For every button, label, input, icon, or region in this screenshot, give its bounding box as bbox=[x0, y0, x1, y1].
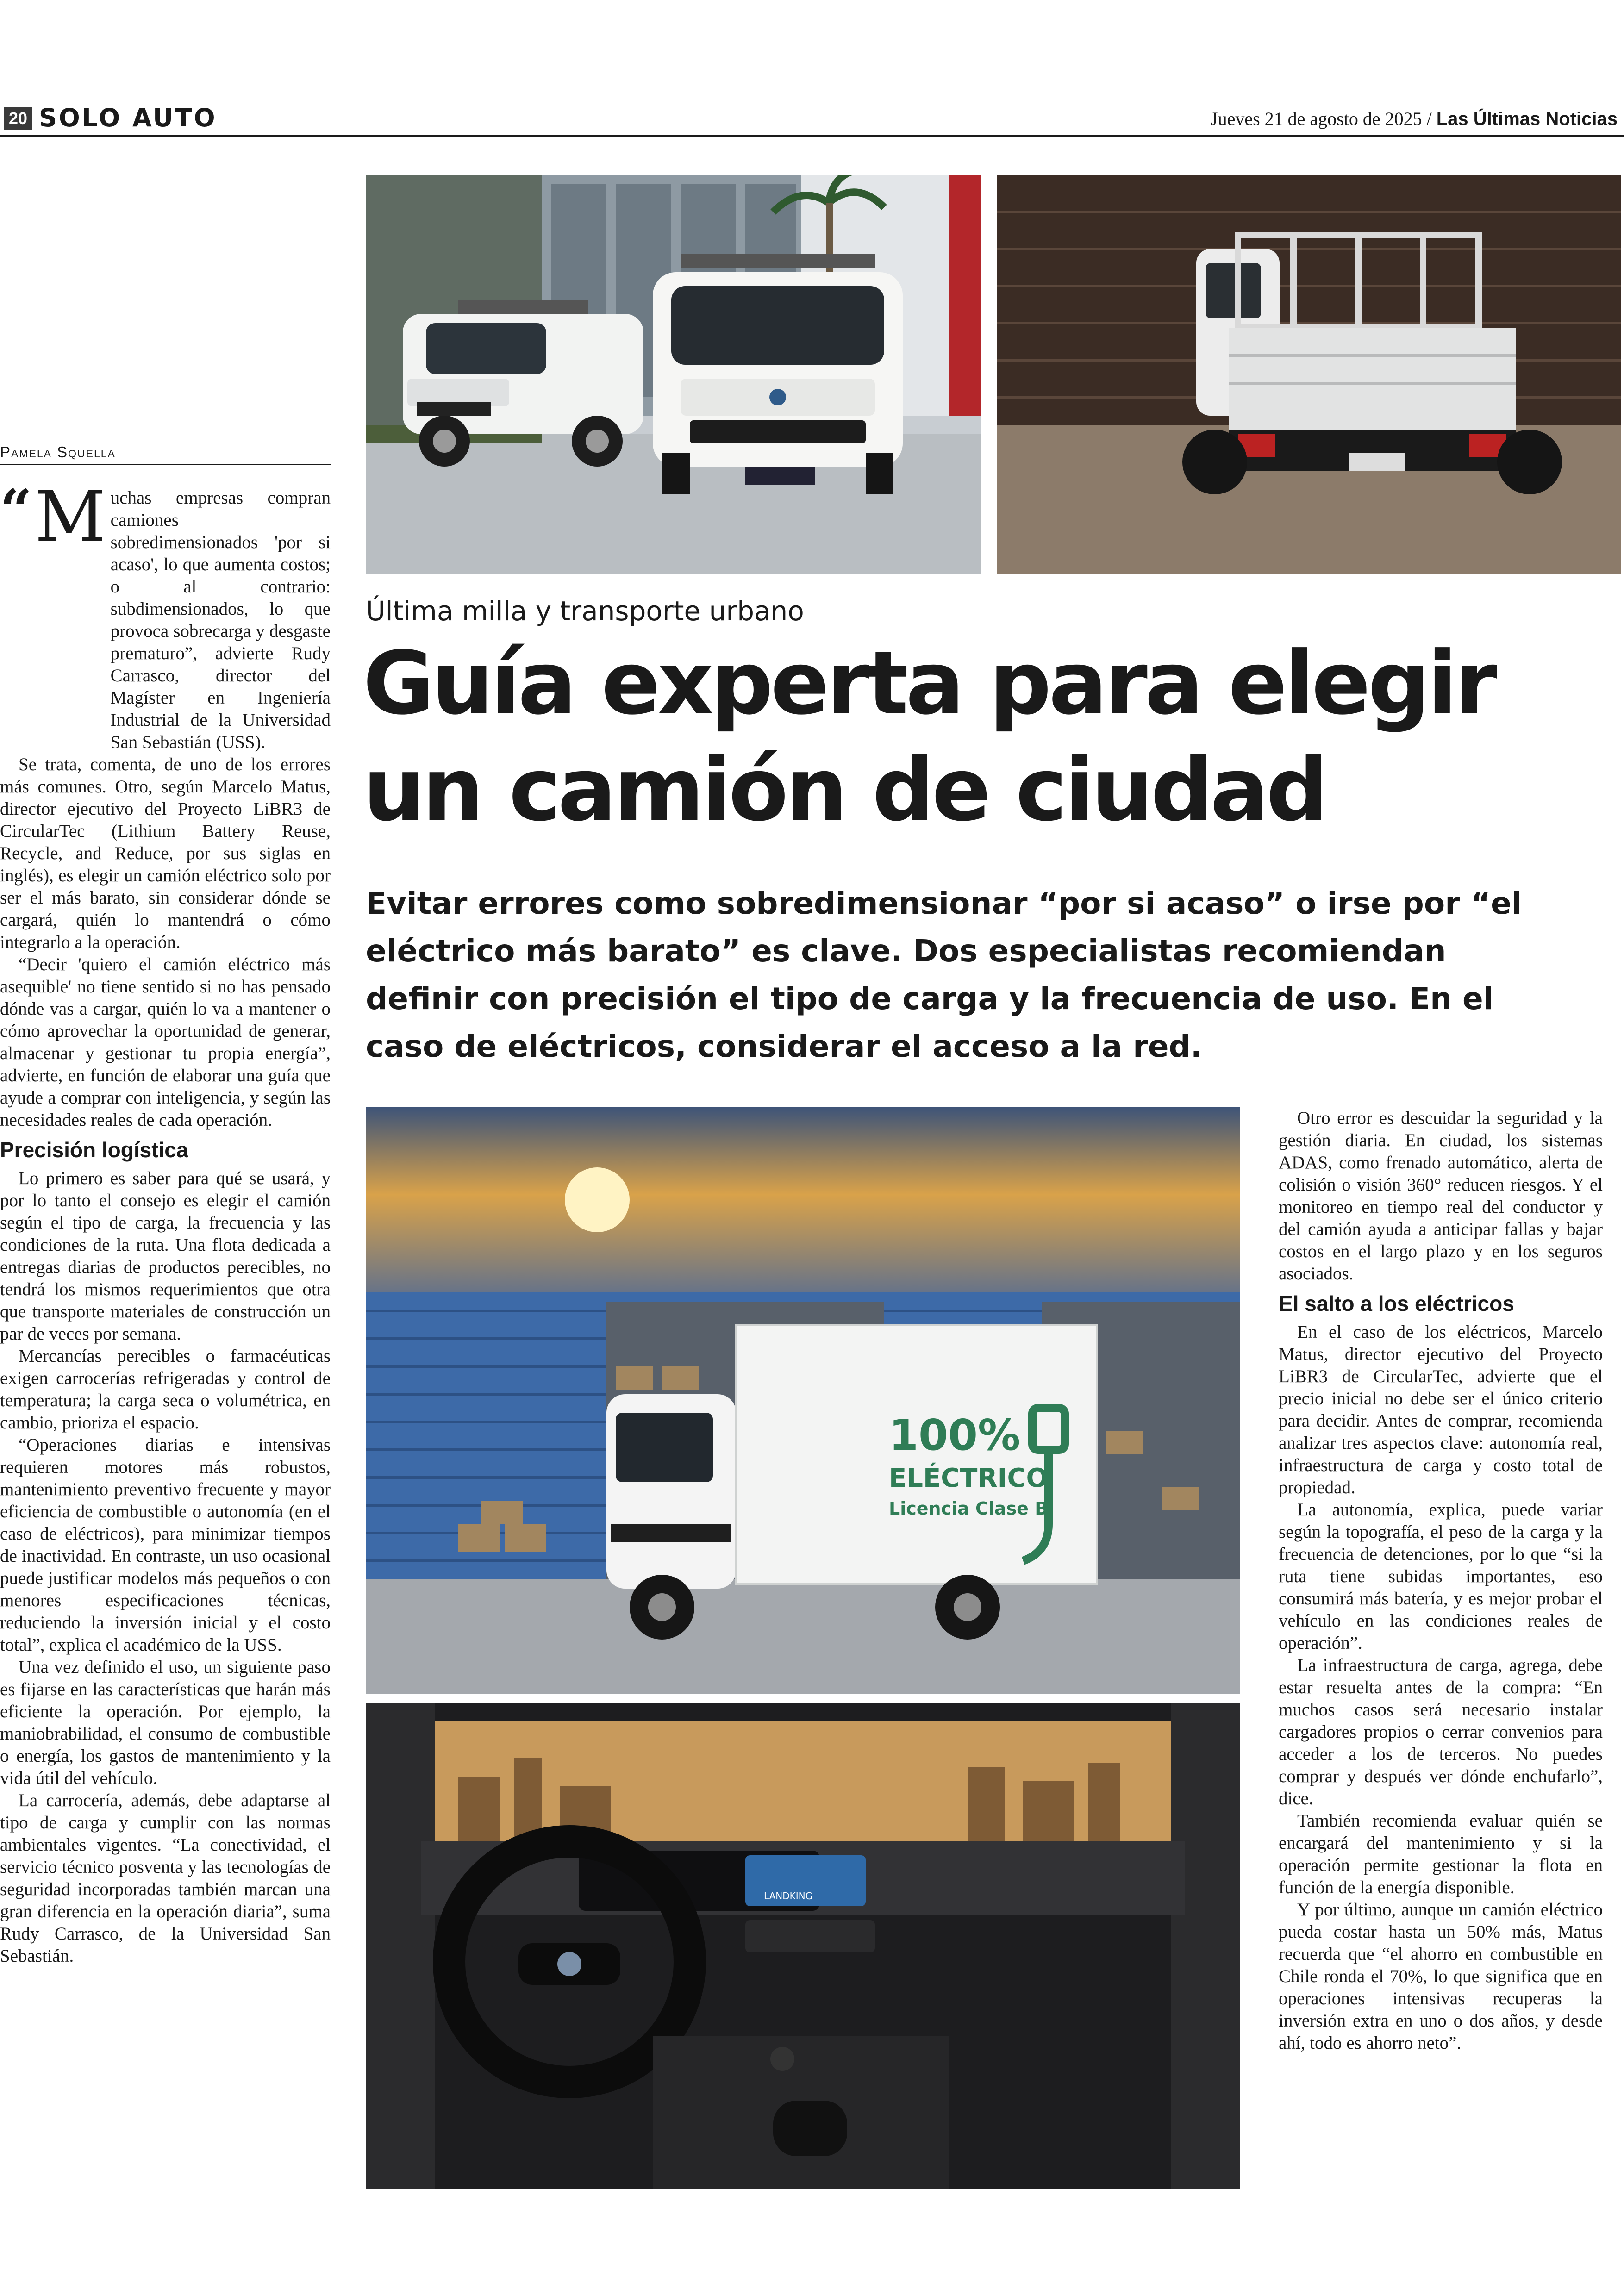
byline: Pamela Squella bbox=[0, 443, 331, 465]
photo-electric-box-truck bbox=[366, 1107, 1240, 1694]
lead-paragraph-wrap bbox=[0, 477, 331, 754]
body-paragraph: En el caso de los eléctricos, Marcelo Matus, director ejecutivo del Proyecto LiBR3 de CircularTec, advierte que el precio inicial no debe ser el único criterio para decidir. Antes de comprar, recomienda analizar tres aspectos clave: autonomía real, infraestructura de carga y costo total de propiedad. bbox=[1279, 1322, 1603, 1497]
lead-quote-mark: “ bbox=[0, 477, 32, 543]
page-number: 20 bbox=[4, 107, 32, 130]
subhead-electric: El salto a los eléctricos bbox=[1279, 1291, 1514, 1316]
body-paragraph: Mercancías perecibles o farmacéuticas exigen carrocerías refrigeradas y control de temperatura; la carga seca o volumétrica, en cambio, prioriza el espacio. bbox=[0, 1346, 331, 1433]
body-paragraph: También recomienda evaluar quién se encargará del mantenimiento y si la operación permite gestionar la flota en función de la energía disponible. bbox=[1279, 1811, 1603, 1897]
body-paragraph: La autonomía, explica, puede variar según la topografía, el peso de la carga y la frecuencia de detenciones, por lo que “si la ruta tiene subidas importantes, eso consumirá más batería, y es mejor probar el vehículo en las condiciones reales de operación”. bbox=[1279, 1500, 1603, 1653]
decal-licencia: Licencia Clase B bbox=[889, 1498, 1049, 1519]
body-paragraph: Y por último, aunque un camión eléctrico pueda costar hasta un 50% más, Matus recuerda que “el ahorro en combustible en Chile ronda el 70%, lo que significa que en operaciones intensivas recuperas la inversión extra en uno o dos años, y desde ahí, todo es ahorro neto”. bbox=[1279, 1900, 1603, 2053]
dropcap: M bbox=[35, 477, 106, 557]
date-text: Jueves 21 de agosto de 2025 bbox=[1211, 108, 1422, 129]
headline: Guía experta para elegir un camión de ciudad bbox=[363, 633, 1495, 841]
dek: Evitar errores como sobredimensionar “por si acaso” o irse por “el eléctrico más barato” es clave. Dos especialistas recomiendan definir con precisión el tipo de carga y la frecuencia de uso. En el caso de eléctricos, considerar el acceso a la red. bbox=[366, 886, 1522, 1064]
decal-100-percent: 100% bbox=[889, 1410, 1021, 1460]
body-paragraph: Otro error es descuidar la seguridad y la gestión diaria. En ciudad, los sistemas ADAS, como frenado automático, alerta de colisión o visión 360° reducen riesgos. Y el monitoreo en tiempo real del conductor y del camión ayuda a anticipar fallas y bajar costos en el largo plazo y en los seguros asociados. bbox=[1279, 1108, 1603, 1284]
dateline-separator: / bbox=[1426, 108, 1432, 129]
dateline bbox=[1211, 107, 1618, 131]
decal-electrico: ELÉCTRICO bbox=[889, 1463, 1049, 1493]
header-rule bbox=[0, 135, 1624, 137]
body-paragraph: La infraestructura de carga, agrega, debe estar resuelta antes de la compra: “En muchos casos será necesario instalar cargadores propios o cerrar convenios para acceder a los de terceros. No puedes comprar y después ver dónde enchufarlo”, dice. bbox=[1279, 1655, 1603, 1809]
publication-name: Las Últimas Noticias bbox=[1436, 109, 1618, 129]
subhead-precision: Precisión logística bbox=[0, 1138, 188, 1162]
body-paragraph: Se trata, comenta, de uno de los errores más comunes. Otro, según Marcelo Matus, director ejecutivo del Proyecto LiBR3 de CircularTec (Lithium Battery Reuse, Recycle, and Reduce, por sus siglas en inglés), es elegir un camión eléctrico solo por ser el más barato, sin considerar dónde se cargará, quién lo mantendrá o cómo integrarlo a la operación. bbox=[0, 755, 331, 952]
left-column bbox=[0, 477, 331, 1967]
body-paragraph: Lo primero es saber para qué se usará, y por lo tanto el consejo es elegir el camión según el tipo de carga, la frecuencia y las condiciones de la ruta. Una flota dedicada a entregas diarias de productos perecibles, no tendrá los mismos requerimientos que otra que transporte materiales de construcción un par de veces por semana. bbox=[0, 1168, 331, 1344]
body-paragraph: Una vez definido el uso, un siguiente paso es fijarse en las características que harán más eficiente la operación. Por ejemplo, la maniobrabilidad, el consumo de combustible o energía, los gastos de mantenimiento y la vida útil del vehículo. bbox=[0, 1657, 331, 1788]
right-column bbox=[1279, 1107, 1603, 2054]
photo-white-pickups bbox=[366, 175, 981, 574]
section-title: SOLO AUTO bbox=[39, 103, 217, 132]
kicker: Última milla y transporte urbano bbox=[366, 595, 804, 627]
photo-cab-interior bbox=[366, 1703, 1240, 2189]
body-paragraph: “Decir 'quiero el camión eléctrico más asequible' no tiene sentido si no has pensado dónde vas a cargar, quién lo va a mantener o cómo aprovechar la oportunidad de generar, almacenar y gestionar tu propia energía”, advierte, en función de elaborar una guía que ayude a comprar con inteligencia, y según las necesidades reales de cada operación. bbox=[0, 954, 331, 1130]
body-paragraph: La carrocería, además, debe adaptarse al tipo de carga y cumplir con las normas ambientales vigentes. “La conectividad, el servicio técnico posventa y las tecnologías de seguridad incorporadas también marcan una gran diferencia en la operación diaria”, suma Rudy Carrasco, de la Universidad San Sebastián. bbox=[0, 1790, 331, 1966]
screen-brand-badge: LANDKING bbox=[764, 1890, 813, 1902]
photo-flatbed-rear bbox=[997, 175, 1621, 574]
lead-paragraph: uchas empresas compran camiones sobredimensionados 'por si acaso', lo que aumenta costos; o al contrario: subdimensionados, lo que provoca sobrecarga y desgaste prematuro”, advierte Rudy Carrasco, director del Magíster en Ingeniería Industrial de la Universidad San Sebastián (USS). bbox=[110, 488, 331, 752]
body-paragraph: “Operaciones diarias e intensivas requieren motores más robustos, mantenimiento preventivo frecuente y mayor eficiencia de combustible o autonomía (en el caso de eléctricos), para minimizar tiempos de inactividad. En contraste, un uso ocasional puede justificar modelos más pequeños o con menores especificaciones técnicas, reduciendo la inversión inicial y el costo total”, explica el académico de la USS. bbox=[0, 1435, 331, 1655]
